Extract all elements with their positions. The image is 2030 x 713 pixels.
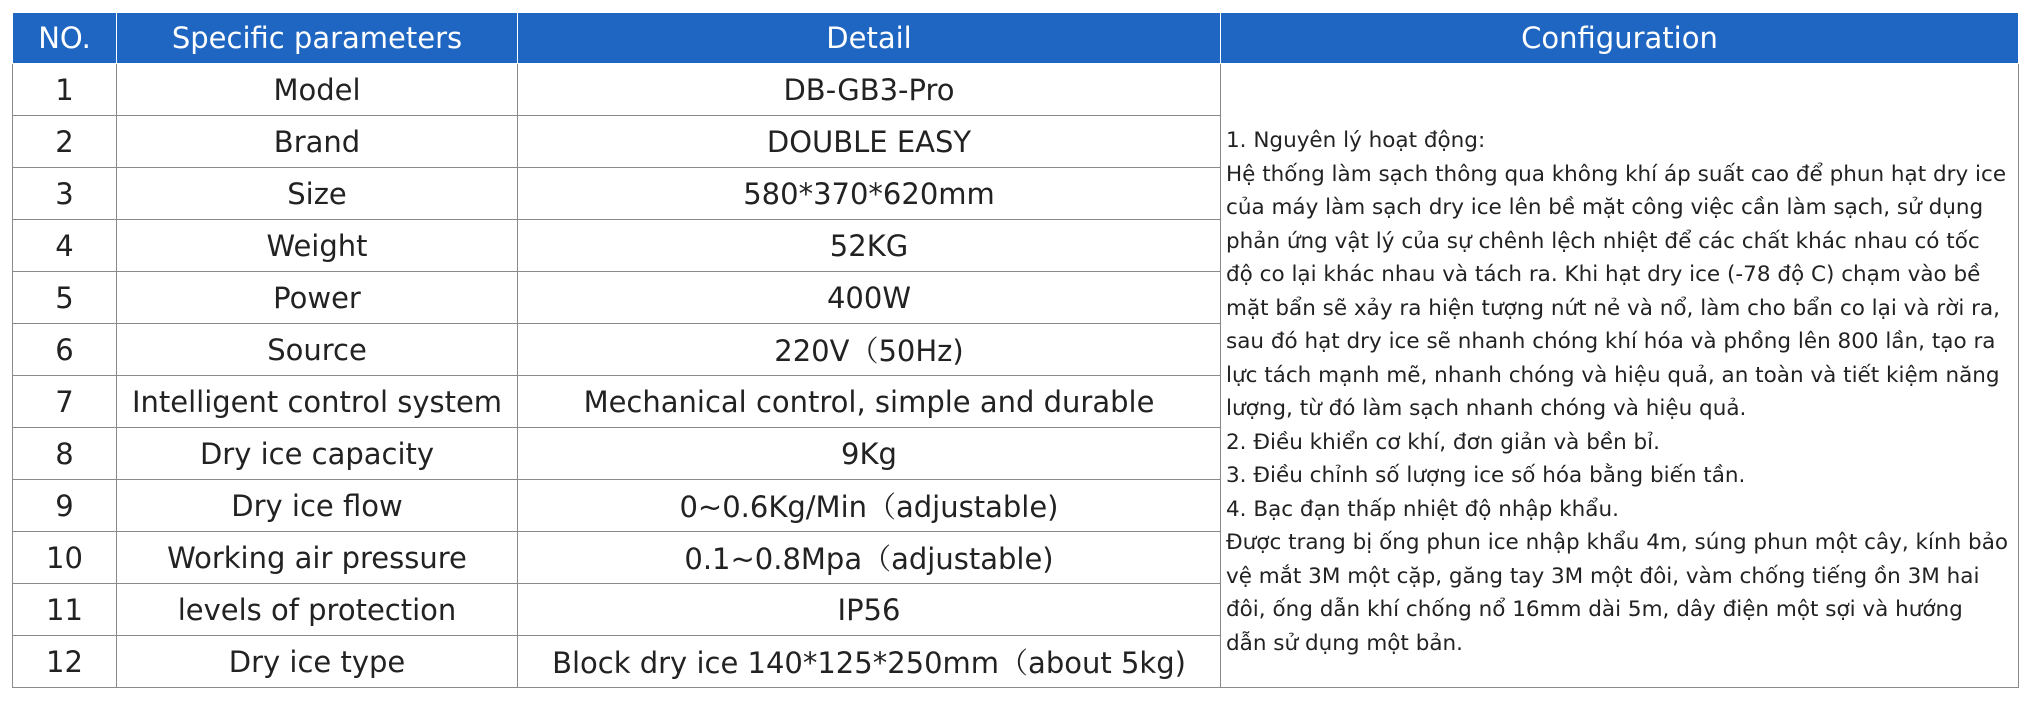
table-row	[13, 64, 2019, 116]
header-specific-parameters: Specific parameters	[117, 13, 518, 64]
row-detail: Block dry ice 140*125*250mm（about 5kg)	[518, 636, 1221, 688]
row-no: 2	[13, 116, 117, 168]
row-detail: DOUBLE EASY	[518, 116, 1221, 168]
config-heading: 1. Nguyên lý hoạt động:	[1226, 128, 1486, 153]
spec-table	[12, 12, 2019, 688]
config-accessories: Được trang bị ống phun ice nhập khẩu 4m, súng phun một cây, kính bảo vệ mắt 3M một cặp, găng tay 3M một đôi, vàm chống tiếng ồn 3M hai đôi, ống dẫn khí chống nổ 16mm dài 5m, dây điện một sợi và hướng dẫn sử dụng một bản.	[1226, 530, 2009, 656]
row-param: Brand	[117, 116, 518, 168]
row-param: Power	[117, 272, 518, 324]
config-item-3: 3. Điều chỉnh số lượng ice số hóa bằng biến tần.	[1226, 463, 1746, 488]
header-row	[13, 13, 2019, 64]
row-detail: 52KG	[518, 220, 1221, 272]
row-no: 11	[13, 584, 117, 636]
row-no: 12	[13, 636, 117, 688]
row-detail: 9Kg	[518, 428, 1221, 480]
row-param: Working air pressure	[117, 532, 518, 584]
configuration-cell	[1221, 64, 2019, 688]
header-detail: Detail	[518, 13, 1221, 64]
row-detail: 0~0.6Kg/Min（adjustable)	[518, 480, 1221, 532]
row-no: 6	[13, 324, 117, 376]
row-detail: IP56	[518, 584, 1221, 636]
row-no: 9	[13, 480, 117, 532]
row-detail: 220V（50Hz)	[518, 324, 1221, 376]
row-no: 4	[13, 220, 117, 272]
row-param: Dry ice type	[117, 636, 518, 688]
header-configuration: Configuration	[1221, 13, 2019, 64]
row-param: Intelligent control system	[117, 376, 518, 428]
row-param: Weight	[117, 220, 518, 272]
row-param: Size	[117, 168, 518, 220]
row-detail: Mechanical control, simple and durable	[518, 376, 1221, 428]
row-param: Dry ice flow	[117, 480, 518, 532]
row-detail: 400W	[518, 272, 1221, 324]
config-item-2: 2. Điều khiển cơ khí, đơn giản và bền bỉ.	[1226, 429, 1660, 455]
header-no: NO.	[13, 13, 117, 64]
row-no: 5	[13, 272, 117, 324]
row-no: 7	[13, 376, 117, 428]
row-no: 8	[13, 428, 117, 480]
row-no: 3	[13, 168, 117, 220]
row-detail: 580*370*620mm	[518, 168, 1221, 220]
row-no: 10	[13, 532, 117, 584]
row-param: Model	[117, 64, 518, 116]
row-detail: DB-GB3-Pro	[518, 64, 1221, 116]
row-detail: 0.1~0.8Mpa（adjustable)	[518, 532, 1221, 584]
row-param: Dry ice capacity	[117, 428, 518, 480]
row-param: Source	[117, 324, 518, 376]
config-item-4: 4. Bạc đạn thấp nhiệt độ nhập khẩu.	[1226, 496, 1619, 522]
row-param: levels of protection	[117, 584, 518, 636]
config-principle: Hệ thống làm sạch thông qua không khí áp suất cao để phun hạt dry ice của máy làm sạch dry ice lên bề mặt công việc cần làm sạch, sử dụng phản ứng vật lý của sự chênh lệch nhiệt để các chất khác nhau có tốc độ co lại khác nhau và tách ra. Khi hạt dry ice (-78 độ C) chạm vào bề mặt bẩn sẽ xảy ra hiện tượng nứt nẻ và nổ, làm cho bẩn co lại và rời ra, sau đó hạt dry ice sẽ nhanh chóng khí hóa và phồng lên 800 lần, tạo ra lực tách mạnh mẽ, nhanh chóng và hiệu quả, an toàn và tiết kiệm năng lượng, từ đó làm sạch nhanh chóng và hiệu quả.	[1226, 161, 2007, 421]
row-no: 1	[13, 64, 117, 116]
